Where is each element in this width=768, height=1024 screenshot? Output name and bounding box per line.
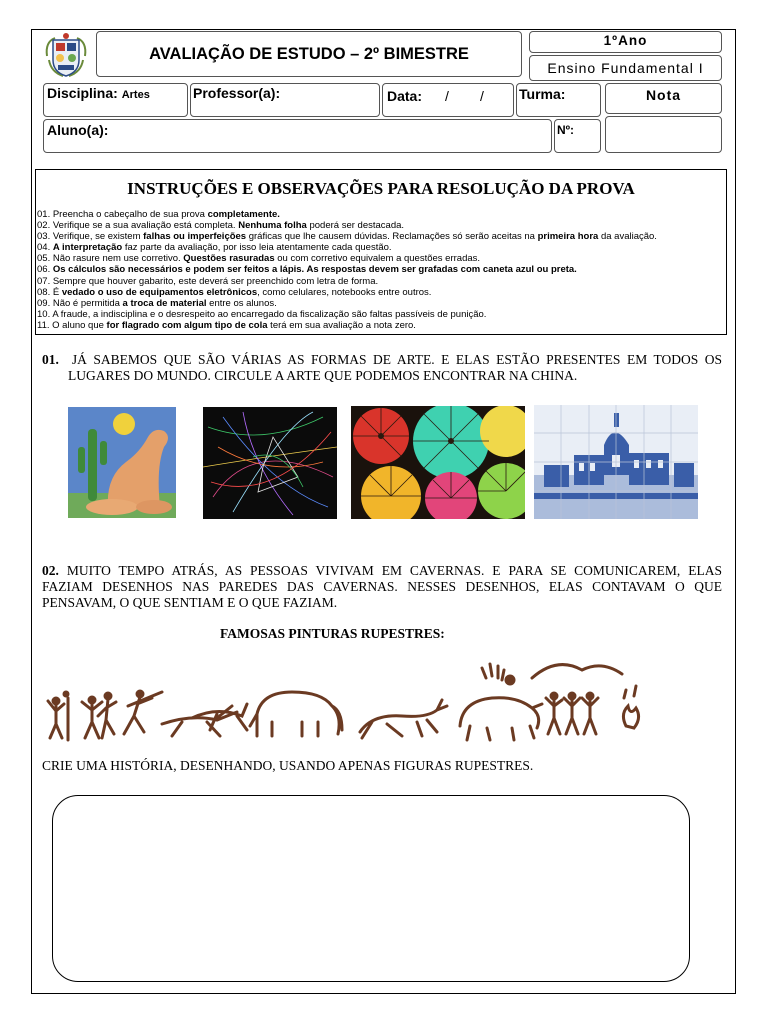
student-name-field[interactable] bbox=[43, 119, 552, 153]
art-image-chinese-paper-umbrellas[interactable] bbox=[351, 406, 525, 519]
date-separator: / bbox=[445, 88, 449, 104]
drawing-answer-area[interactable] bbox=[52, 795, 690, 982]
rule-item bbox=[37, 209, 657, 220]
grade-label: 1ºAno bbox=[603, 33, 648, 48]
rule-text: 08. É bbox=[37, 286, 62, 298]
rule-emphasis: Questões rasuradas bbox=[183, 253, 275, 265]
level-label: Ensino Fundamental I bbox=[547, 60, 704, 76]
question-2-line-1: MUITO TEMPO ATRÁS, AS PESSOAS VIVIVAM EM CAVERNAS. E PARA SE COMUNICAREM, ELAS bbox=[66, 563, 722, 578]
rule-emphasis: vedado o uso de equipamentos eletrônicos bbox=[61, 286, 258, 298]
rule-emphasis: for flagrado com algum tipo de cola bbox=[106, 319, 268, 331]
discipline-label-text: Disciplina: bbox=[47, 85, 118, 101]
rule-text: 09. Não é permitida bbox=[37, 297, 123, 309]
instructions-title: INSTRUÇÕES E OBSERVAÇÕES PARA RESOLUÇÃO DA PROVA bbox=[127, 179, 635, 198]
number-label: Nº: bbox=[557, 123, 575, 137]
rule-text: 02. Verifique se a sua avaliação está completa. bbox=[37, 220, 239, 232]
rule-text: 04. bbox=[37, 242, 53, 254]
rule-text: , como celulares, notebooks entre outros. bbox=[257, 286, 432, 298]
question-2-line bbox=[42, 563, 722, 579]
rule-item bbox=[37, 309, 657, 320]
rule-text: entre os alunos. bbox=[206, 297, 277, 309]
rule-text: 06. bbox=[37, 264, 53, 276]
rule-text: 05. Não rasure nem use corretivo. bbox=[37, 253, 184, 265]
rule-item bbox=[37, 298, 657, 309]
question-1-line: LUGARES DO MUNDO. CIRCULE A ARTE QUE PODEMOS ENCONTRAR NA CHINA. bbox=[68, 368, 578, 383]
rule-text: poderá ser destacada. bbox=[306, 220, 405, 232]
rule-emphasis: Nenhuma folha bbox=[238, 220, 307, 232]
rule-text: 01. Preencha o cabeçalho de sua prova bbox=[37, 209, 208, 220]
instructions-box bbox=[35, 169, 727, 335]
school-logo bbox=[43, 32, 89, 80]
question-1-line-1: JÁ SABEMOS QUE SÃO VÁRIAS AS FORMAS DE ARTE. E ELAS ESTÃO PRESENTES EM TODOS OS bbox=[71, 352, 722, 367]
rule-text: da avaliação. bbox=[598, 231, 657, 243]
question-1-text bbox=[42, 352, 722, 384]
rule-item bbox=[37, 287, 657, 298]
rule-emphasis: a troca de material bbox=[122, 297, 207, 309]
date-separator: / bbox=[480, 88, 484, 104]
rule-text: faz parte da avaliação, por isso leia atentamente cada questão. bbox=[122, 242, 392, 254]
teacher-label: Professor(a): bbox=[193, 85, 281, 101]
rule-text: 11. O aluno que bbox=[37, 319, 107, 331]
score-label: Nota bbox=[645, 87, 682, 103]
discipline-value: Artes bbox=[121, 89, 150, 101]
date-label: Data: bbox=[387, 88, 423, 104]
score-field[interactable] bbox=[605, 116, 722, 153]
rock-paintings-illustration bbox=[42, 656, 642, 746]
question-2-line-2: FAZIAM DESENHOS NAS PAREDES DAS CAVERNAS. NESSES DESENHOS, ELAS CONTAVAM O QUE bbox=[42, 579, 722, 594]
rule-text: 10. A fraude, a indisciplina e o desrespeito ao encarregado da fiscalização são faltas passíveis de punição. bbox=[37, 308, 487, 320]
rule-item bbox=[37, 320, 657, 331]
question-2-line-3: PENSAVAM, O QUE SENTIAM E O QUE FAZIAM. bbox=[42, 595, 338, 610]
rule-emphasis: primeira hora bbox=[537, 231, 599, 243]
question-1-line bbox=[42, 352, 722, 368]
rock-paintings-subtitle: FAMOSAS PINTURAS RUPESTRES: bbox=[220, 626, 445, 641]
art-image-brazilian-painting[interactable] bbox=[68, 407, 176, 518]
art-image-digital-network[interactable] bbox=[203, 407, 337, 519]
student-label: Aluno(a): bbox=[47, 122, 109, 138]
art-image-portuguese-tiles[interactable] bbox=[534, 405, 698, 519]
discipline-label bbox=[47, 85, 150, 101]
rule-item bbox=[37, 253, 657, 264]
rule-item bbox=[37, 231, 657, 242]
question-1-number: 01. bbox=[42, 352, 59, 367]
question-2-text bbox=[42, 563, 722, 611]
rule-item bbox=[37, 220, 657, 231]
rule-item bbox=[37, 264, 657, 275]
rule-text: terá em sua avaliação a nota zero. bbox=[267, 319, 416, 331]
rule-text: 07. Sempre que houver gabarito, este deverá ser preenchido com letra de forma. bbox=[37, 275, 379, 287]
rule-emphasis: Os cálculos são necessários e podem ser feitos a lápis. As respostas devem ser grafadas com caneta azul ou preta. bbox=[52, 264, 577, 276]
exam-title: AVALIAÇÃO DE ESTUDO – 2º BIMESTRE bbox=[96, 31, 522, 77]
class-label: Turma: bbox=[519, 86, 566, 102]
rule-text: gráficas que lhe causem dúvidas. Reclamações só serão aceitas na bbox=[246, 231, 538, 243]
drawing-task: CRIE UMA HISTÓRIA, DESENHANDO, USANDO APENAS FIGURAS RUPESTRES. bbox=[42, 758, 534, 773]
question-2-number: 02. bbox=[42, 563, 59, 578]
instructions-list bbox=[37, 209, 657, 331]
rule-text: 03. Verifique, se existem bbox=[37, 231, 144, 243]
rule-emphasis: A interpretação bbox=[52, 242, 123, 254]
rule-emphasis: completamente. bbox=[207, 209, 280, 220]
rule-text: ou com corretivo equivalem a questões erradas. bbox=[274, 253, 481, 265]
rule-item bbox=[37, 242, 657, 253]
rule-emphasis: falhas ou imperfeições bbox=[143, 231, 247, 243]
rule-item bbox=[37, 276, 657, 287]
